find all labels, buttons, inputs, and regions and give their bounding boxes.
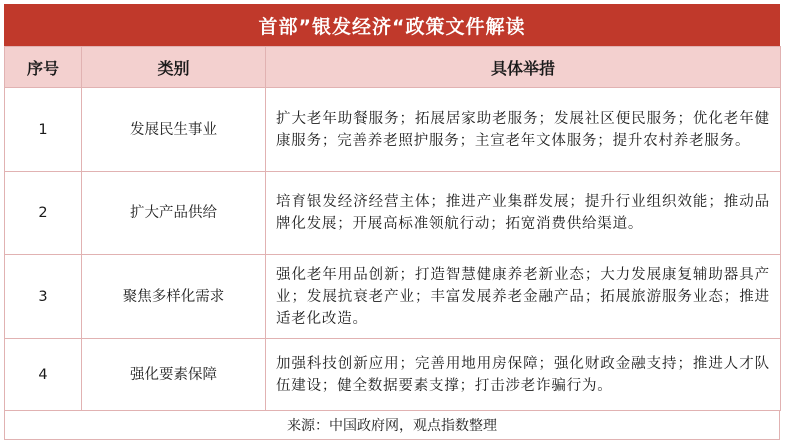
policy-table-panel: [4, 4, 780, 435]
row-measures: 加强科技创新应用；完善用地用房保障；强化财政金融支持；推进人才队伍建设；健全数据要素支撑；打击涉老诈骗行为。: [266, 339, 781, 411]
row-index: 2: [5, 172, 82, 255]
header-measures: 具体举措: [266, 47, 781, 88]
table-row: [5, 255, 781, 339]
row-measures: 培育银发经济经营主体；推进产业集群发展；提升行业组织效能；推动品牌化发展；开展高标准领航行动；拓宽消费供给渠道。: [266, 172, 781, 255]
table-row: [5, 339, 781, 411]
table-title: 首部”银发经济“政策文件解读: [4, 4, 780, 46]
table-row: [5, 88, 781, 172]
row-category: 发展民生事业: [82, 88, 266, 172]
header-index: 序号: [5, 47, 82, 88]
row-measures: 强化老年用品创新；打造智慧健康养老新业态；大力发展康复辅助器具产业；发展抗衰老产业；丰富发展养老金融产品；拓展旅游服务业态；推进适老化改造。: [266, 255, 781, 339]
row-index: 3: [5, 255, 82, 339]
row-category: 强化要素保障: [82, 339, 266, 411]
row-category: 扩大产品供给: [82, 172, 266, 255]
policy-table: [4, 46, 781, 411]
table-row: [5, 172, 781, 255]
row-index: 1: [5, 88, 82, 172]
source-note: 来源：中国政府网，观点指数整理: [4, 411, 780, 440]
header-row: [5, 47, 781, 88]
row-index: 4: [5, 339, 82, 411]
row-category: 聚焦多样化需求: [82, 255, 266, 339]
row-measures: 扩大老年助餐服务；拓展居家助老服务；发展社区便民服务；优化老年健康服务；完善养老照护服务；主宣老年文体服务；提升农村养老服务。: [266, 88, 781, 172]
header-category: 类别: [82, 47, 266, 88]
